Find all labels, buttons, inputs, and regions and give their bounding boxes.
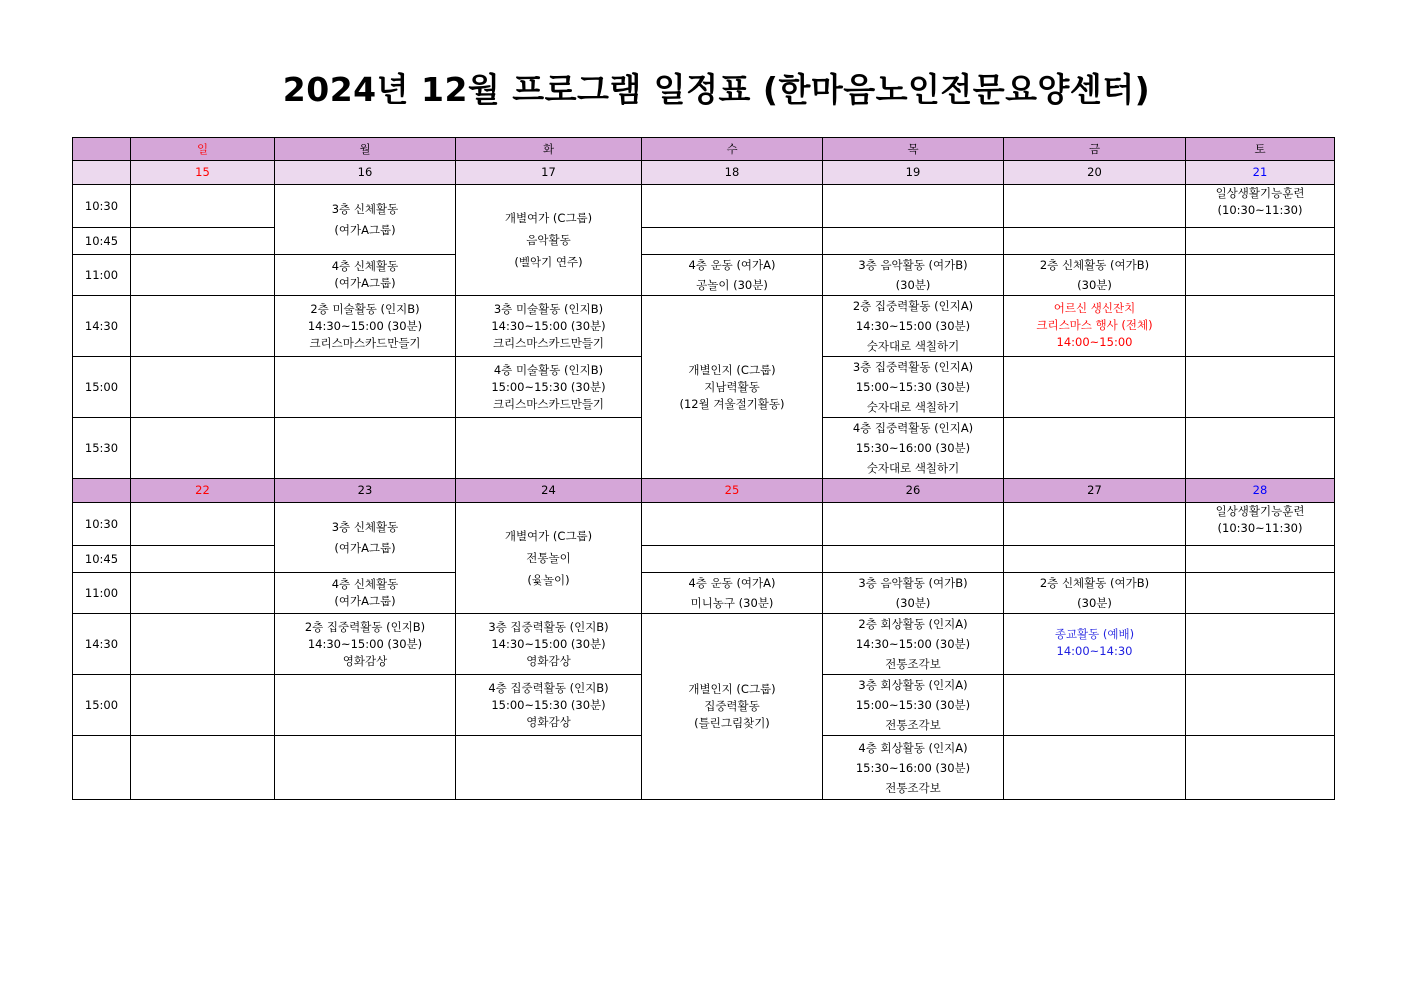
time-label — [73, 736, 131, 800]
activity-cell: 2층 집중력활동 (인지B) 14:30~15:00 (30분) 영화감상 — [275, 614, 456, 675]
date-cell: 18 — [642, 161, 823, 185]
activity-cell: 개별인지 (C그룹) 집중력활동 (틀린그림찾기) — [642, 614, 823, 800]
week1-row-1045 — [73, 228, 1335, 255]
activity-cell: 4층 운동 (여가A) 공놀이 (30분) — [642, 255, 823, 296]
date-cell: 22 — [131, 479, 275, 503]
activity-cell: 개별여가 (C그룹) 음악활동 (벨악기 연주) — [456, 185, 642, 296]
activity-cell: 2층 집중력활동 (인지A) 14:30~15:00 (30분) 숫자대로 색칠하기 — [823, 296, 1004, 357]
day-header-fri: 금 — [1004, 138, 1186, 161]
activity-cell: 개별여가 (C그룹) 전통놀이 (윷놀이) — [456, 503, 642, 614]
activity-cell: 4층 집중력활동 (인지A) 15:30~16:00 (30분) 숫자대로 색칠하기 — [823, 418, 1004, 479]
date-cell: 24 — [456, 479, 642, 503]
time-label: 10:30 — [73, 503, 131, 546]
date-cell: 21 — [1186, 161, 1335, 185]
activity-cell: 3층 회상활동 (인지A) 15:00~15:30 (30분) 전통조각보 — [823, 675, 1004, 736]
activity-cell: 2층 신체활동 (여가B) (30분) — [1004, 255, 1186, 296]
week2-date-row — [73, 479, 1335, 503]
day-header-wed: 수 — [642, 138, 823, 161]
date-cell: 26 — [823, 479, 1004, 503]
day-header-tue: 화 — [456, 138, 642, 161]
time-label: 11:00 — [73, 573, 131, 614]
date-cell: 28 — [1186, 479, 1335, 503]
activity-cell: 4층 신체활동 (여가A그룹) — [275, 573, 456, 614]
date-cell: 17 — [456, 161, 642, 185]
activity-cell: 2층 회상활동 (인지A) 14:30~15:00 (30분) 전통조각보 — [823, 614, 1004, 675]
day-header-sun: 일 — [131, 138, 275, 161]
week2-row-1100 — [73, 573, 1335, 614]
activity-cell: 2층 신체활동 (여가B) (30분) — [1004, 573, 1186, 614]
page-title: 2024년 12월 프로그램 일정표 (한마음노인전문요양센터) — [282, 70, 1151, 109]
activity-cell: 일상생활기능훈련 (10:30~11:30) — [1186, 503, 1335, 546]
activity-cell: 3층 신체활동 (여가A그룹) — [275, 503, 456, 573]
activity-cell: 3층 미술활동 (인지B) 14:30~15:00 (30분) 크리스마스카드만들기 — [456, 296, 642, 357]
activity-cell: 4층 회상활동 (인지A) 15:30~16:00 (30분) 전통조각보 — [823, 736, 1004, 800]
activity-cell: 4층 집중력활동 (인지B) 15:00~15:30 (30분) 영화감상 — [456, 675, 642, 736]
week1-row-1100 — [73, 255, 1335, 296]
day-header-thu: 목 — [823, 138, 1004, 161]
event-cell: 종교활동 (예배) 14:00~14:30 — [1004, 614, 1186, 675]
date-cell: 27 — [1004, 479, 1186, 503]
activity-cell: 3층 음악활동 (여가B) (30분) — [823, 255, 1004, 296]
activity-cell: 4층 미술활동 (인지B) 15:00~15:30 (30분) 크리스마스카드만들기 — [456, 357, 642, 418]
day-header-mon: 월 — [275, 138, 456, 161]
time-label: 14:30 — [73, 296, 131, 357]
activity-cell: 일상생활기능훈련 (10:30~11:30) — [1186, 185, 1335, 228]
date-cell: 23 — [275, 479, 456, 503]
week1-row-1430 — [73, 296, 1335, 357]
date-cell: 15 — [131, 161, 275, 185]
activity-cell: 개별인지 (C그룹) 지남력활동 (12월 겨울절기활동) — [642, 296, 823, 479]
date-cell: 25 — [642, 479, 823, 503]
date-cell: 19 — [823, 161, 1004, 185]
time-label: 10:30 — [73, 185, 131, 228]
activity-cell: 3층 음악활동 (여가B) (30분) — [823, 573, 1004, 614]
time-label: 15:00 — [73, 675, 131, 736]
week2-row-1045 — [73, 546, 1335, 573]
time-label: 11:00 — [73, 255, 131, 296]
schedule-table — [72, 137, 1335, 800]
time-label: 14:30 — [73, 614, 131, 675]
time-label: 10:45 — [73, 546, 131, 573]
time-label: 15:30 — [73, 418, 131, 479]
activity-cell: 3층 집중력활동 (인지A) 15:00~15:30 (30분) 숫자대로 색칠하기 — [823, 357, 1004, 418]
week2-row-1030 — [73, 503, 1335, 546]
corner-cell — [73, 138, 131, 161]
event-cell: 어르신 생신잔치 크리스마스 행사 (전체) 14:00~15:00 — [1004, 296, 1186, 357]
weekday-header-row — [73, 138, 1335, 161]
week2-row-1430 — [73, 614, 1335, 675]
activity-cell: 4층 운동 (여가A) 미니농구 (30분) — [642, 573, 823, 614]
activity-cell: 4층 신체활동 (여가A그룹) — [275, 255, 456, 296]
week1-date-row — [73, 161, 1335, 185]
activity-cell: 3층 신체활동 (여가A그룹) — [275, 185, 456, 255]
activity-cell: 3층 집중력활동 (인지B) 14:30~15:00 (30분) 영화감상 — [456, 614, 642, 675]
time-label: 15:00 — [73, 357, 131, 418]
day-header-sat: 토 — [1186, 138, 1335, 161]
date-cell: 20 — [1004, 161, 1186, 185]
time-label: 10:45 — [73, 228, 131, 255]
activity-cell: 2층 미술활동 (인지B) 14:30~15:00 (30분) 크리스마스카드만들기 — [275, 296, 456, 357]
week1-row-1030 — [73, 185, 1335, 228]
date-cell: 16 — [275, 161, 456, 185]
